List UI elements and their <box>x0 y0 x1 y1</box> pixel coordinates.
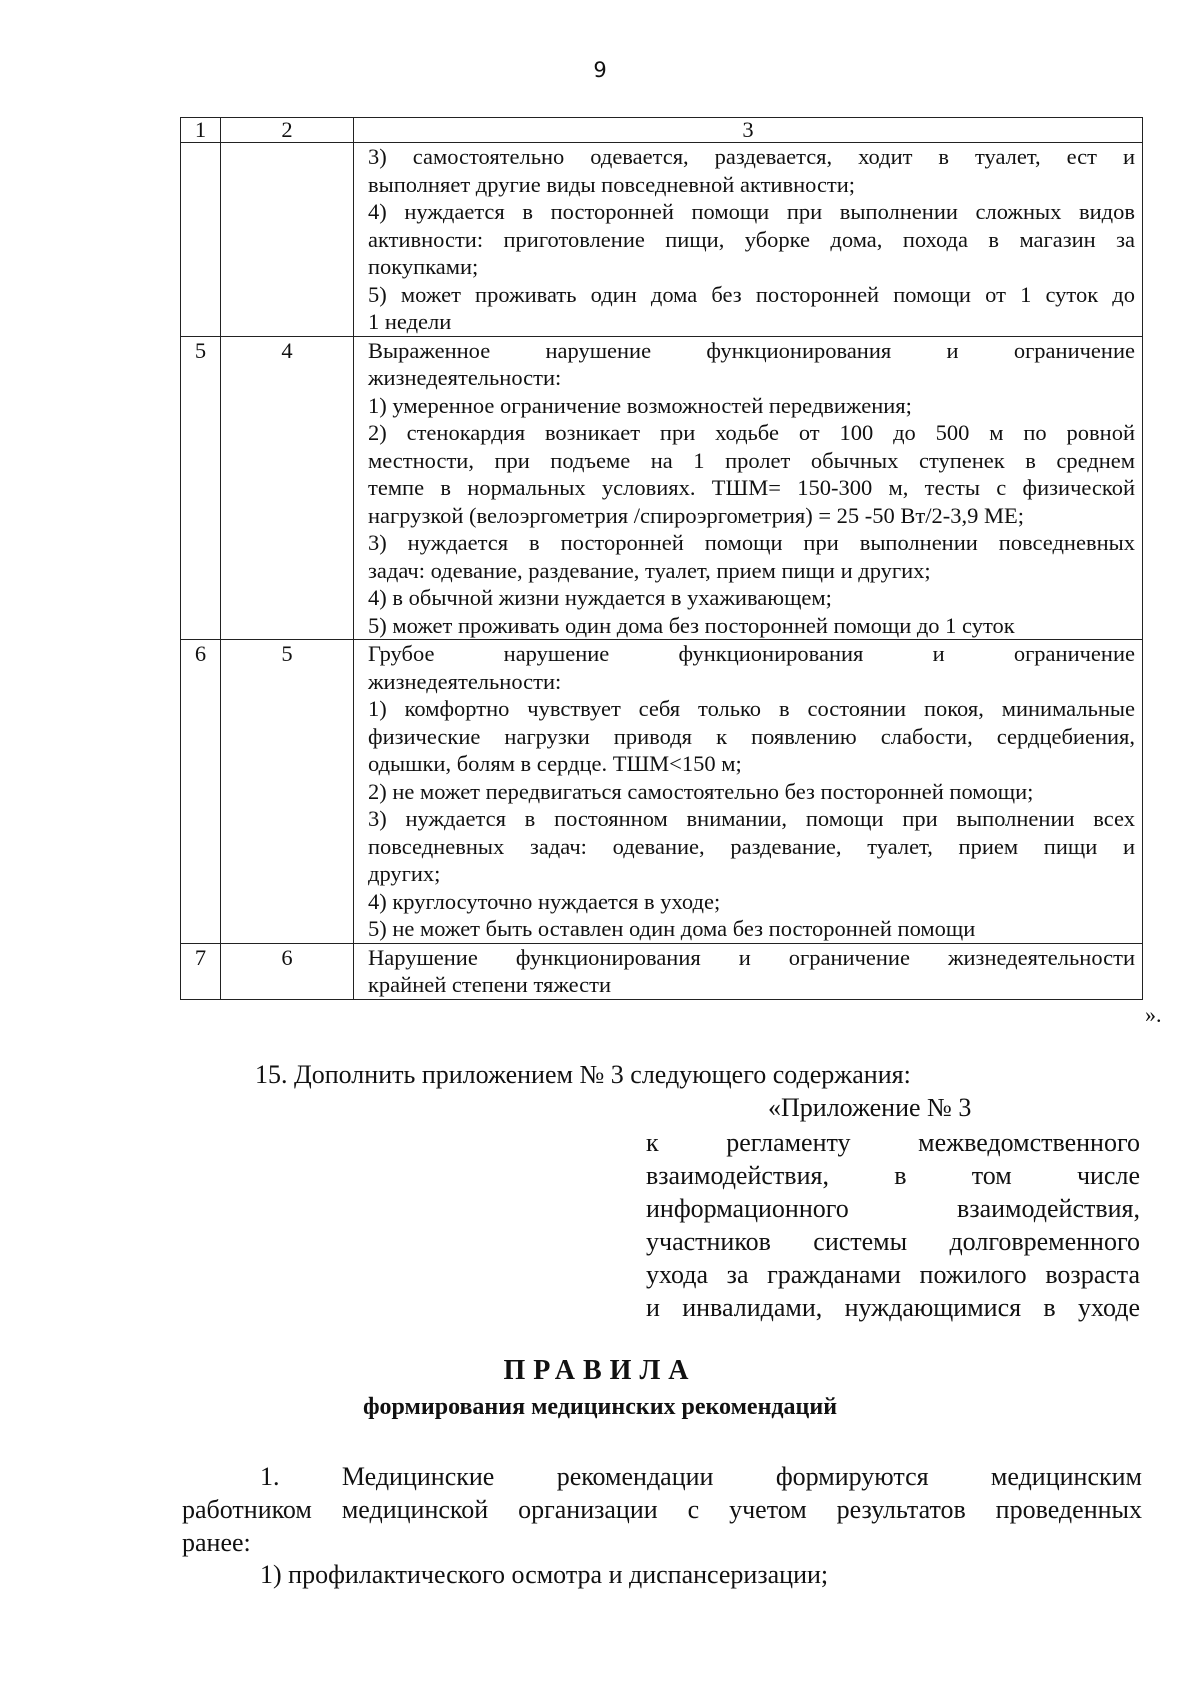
row-col1: 6 <box>181 640 221 944</box>
description-line: жизнедеятельности: <box>368 668 562 694</box>
paragraph-line: работником медицинской организации с учетом результатов проведенных <box>182 1495 1142 1524</box>
description-line: выполняет другие виды повседневной активности; <box>368 171 856 197</box>
description-line: других; <box>368 861 441 886</box>
row-description <box>354 640 1143 944</box>
appendix-line: взаимодействия, в том числе <box>646 1161 1140 1190</box>
description-line: Грубое нарушение функционирования и ограничение <box>368 641 1135 666</box>
description-line: 5) может проживать один дома без посторонней помощи до 1 суток <box>368 612 1015 638</box>
appendix-line: участников системы долговременного <box>646 1227 1140 1256</box>
description-line: жизнедеятельности: <box>368 365 562 390</box>
appendix-line: и инвалидами, нуждающимися в уходе <box>646 1293 1140 1322</box>
description-line: 2) стенокардия возникает при ходьбе от 100 до 500 м по ровной <box>368 420 1135 445</box>
list-item: 1) профилактического осмотра и диспансеризации; <box>260 1560 829 1589</box>
description-line: 2) не может передвигаться самостоятельно без посторонней помощи; <box>368 778 1034 804</box>
description-line: 1 недели <box>368 309 452 334</box>
description-line: 4) круглосуточно нуждается в уходе; <box>368 888 721 914</box>
description-line: 5) не может быть оставлен один дома без посторонней помощи <box>368 916 976 941</box>
row-description <box>354 943 1143 999</box>
paragraph-1 <box>182 1460 1142 1559</box>
description-line: Нарушение функционирования и ограничение жизнедеятельности <box>368 944 1135 970</box>
rules-subtitle: формирования медицинских рекомендаций <box>362 1394 838 1420</box>
page-number: 9 <box>593 58 607 82</box>
table-row <box>181 143 1143 337</box>
description-line: активности: приготовление пищи, уборке дома, похода в магазин за <box>368 226 1135 252</box>
row-col1: 7 <box>181 943 221 999</box>
description-line: физические нагрузки приводя к появлению слабости, сердцебиения, <box>368 723 1135 749</box>
description-line: местности, при подъеме на 1 пролет обычных ступенек в среднем <box>368 447 1135 473</box>
description-line: 3) самостоятельно одевается, раздевается, ходит в туалет, ест и <box>368 144 1135 169</box>
description-line: 1) умеренное ограничение возможностей передвижения; <box>368 392 912 418</box>
row-description <box>354 143 1143 337</box>
row-description <box>354 336 1143 640</box>
table-row <box>181 943 1143 999</box>
description-line: 5) может проживать один дома без посторонней помощи от 1 суток до <box>368 281 1135 307</box>
description-line: 1) комфортно чувствует себя только в состоянии покоя, минимальные <box>368 696 1135 721</box>
row-col1: 5 <box>181 336 221 640</box>
header-col-3: 3 <box>354 118 1143 143</box>
description-line: 3) нуждается в постоянном внимании, помощи при выполнении всех <box>368 806 1135 831</box>
appendix-line: ухода за гражданами пожилого возраста <box>646 1260 1140 1289</box>
row-col1 <box>181 143 221 337</box>
header-col-1: 1 <box>181 118 221 143</box>
appendix-caption <box>646 1126 1140 1324</box>
assessment-table <box>180 117 1143 1000</box>
row-col2: 5 <box>221 640 354 944</box>
description-line: покупками; <box>368 254 479 279</box>
row-col2: 4 <box>221 336 354 640</box>
paragraph-line: 1. Медицинские рекомендации формируются медицинским <box>260 1462 1142 1491</box>
description-line: 4) нуждается в посторонней помощи при выполнении сложных видов <box>368 199 1135 224</box>
header-col-2: 2 <box>221 118 354 143</box>
description-line: 4) в обычной жизни нуждается в ухаживающем; <box>368 585 832 610</box>
rules-title: ПРАВИЛА <box>503 1355 697 1386</box>
description-line: Выраженное нарушение функционирования и ограничение <box>368 337 1135 363</box>
paragraph-line: ранее: <box>182 1528 251 1557</box>
table-row <box>181 336 1143 640</box>
row-col2 <box>221 143 354 337</box>
description-line: крайней степени тяжести <box>368 972 611 997</box>
description-line: одышки, болям в сердце. ТШМ<150 м; <box>368 751 742 776</box>
appendix-title: «Приложение № 3 <box>768 1093 972 1122</box>
amendment-text: 15. Дополнить приложением № 3 следующего содержания: <box>255 1060 911 1089</box>
row-col2: 6 <box>221 943 354 999</box>
appendix-line: информационного взаимодействия, <box>646 1194 1140 1223</box>
description-line: задач: одевание, раздевание, туалет, прием пищи и других; <box>368 557 931 583</box>
closing-quote: ». <box>1145 1002 1162 1027</box>
description-line: темпе в нормальных условиях. ТШМ= 150-300 м, тесты с физической <box>368 475 1135 500</box>
description-line: 3) нуждается в посторонней помощи при выполнении повседневных <box>368 530 1135 555</box>
description-line: нагрузкой (велоэргометрия /спироэргометрия) = 25 -50 Вт/2-3,9 МЕ; <box>368 502 1024 528</box>
table-header-row <box>181 118 1143 143</box>
description-line: повседневных задач: одевание, раздевание, туалет, прием пищи и <box>368 833 1135 859</box>
table-row <box>181 640 1143 944</box>
appendix-line: к регламенту межведомственного <box>646 1128 1140 1157</box>
